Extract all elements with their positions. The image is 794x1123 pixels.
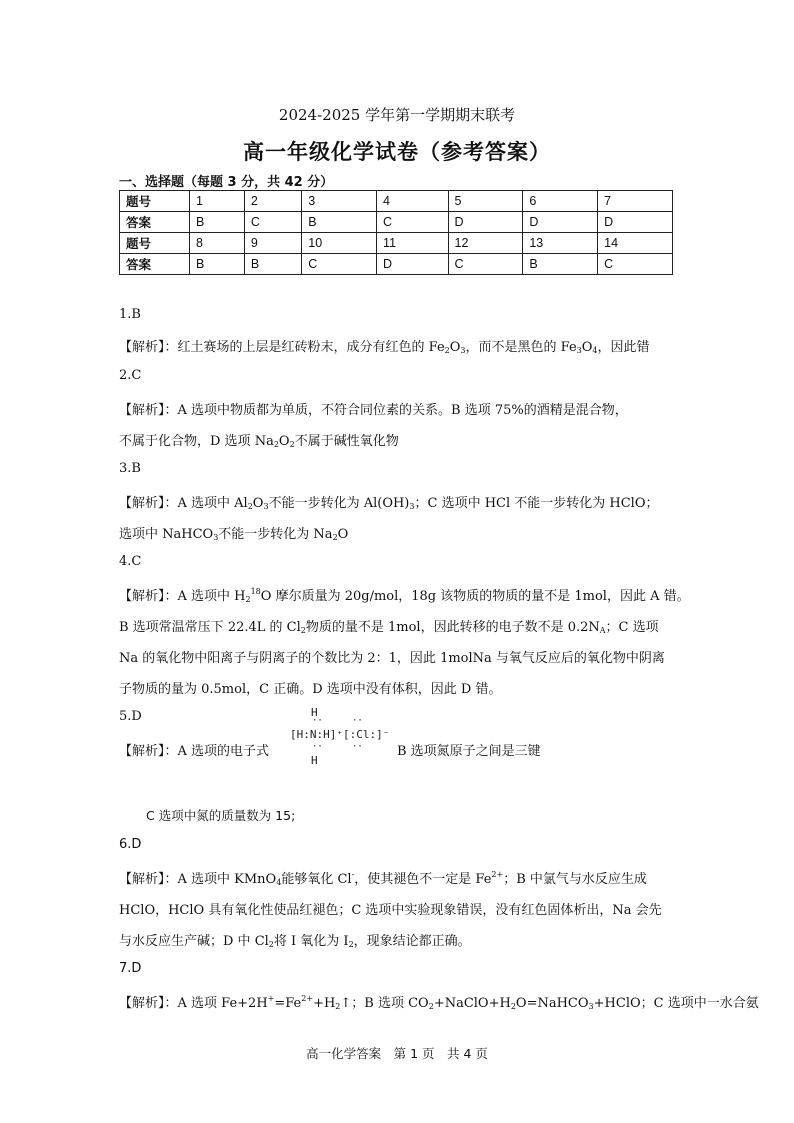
table-cell: C — [302, 254, 377, 275]
q6-explanation-line2: HClO，HClO 具有氧化性使品红褪色；C 选项中实验现象错误，没有红色固体析出，Na 会先 — [119, 903, 662, 918]
q5-explanation-b: B 选项氮原子之间是三键 — [397, 744, 541, 759]
table-cell: 10 — [302, 233, 377, 254]
lewis-top-dots: ·· — [312, 716, 323, 726]
table-cell: C — [244, 212, 301, 233]
table-cell: B — [244, 254, 301, 275]
q6-explanation-line1: 【解析】：A 选项中 KMnO$_4$能够氧化 Cl-，使其褪色不一定是 $Fe^{2+}$；B 中氯气与水反应生成 — [119, 870, 647, 887]
q7-answer: 7.D — [119, 961, 142, 976]
q3-answer: 3.B — [119, 461, 141, 476]
answer-table — [119, 190, 673, 275]
q1-answer: 1.B — [119, 307, 141, 322]
table-cell: C — [598, 254, 673, 275]
table-row-header: 题号 — [120, 191, 190, 212]
table-row — [120, 191, 673, 212]
electron-formula — [290, 706, 390, 772]
q6-explanation-line3: 与水反应生产碱；D 中 $Cl_2$将 I 氧化为 $I_2$，现象结论都正确。 — [119, 934, 471, 949]
q2-explanation-line2: 不属于化合物，D 选项 $Na_2O_2$不属于碱性氧化物 — [119, 434, 399, 449]
q3-explanation-line2: 选项中 NaHCO$_3$不能一步转化为 $Na_2O$ — [119, 527, 349, 542]
table-cell: C — [377, 212, 449, 233]
table-cell: 8 — [190, 233, 245, 254]
table-cell: B — [190, 254, 245, 275]
q1-explanation: 【解析】：红土赛场的上层是红砖粉末，成分有红色的 $Fe_2O_3$，而不是黑色的 $Fe_3O_4$，因此错 — [119, 340, 650, 355]
q4-explanation-line3: Na 的氧化物中阳离子与阴离子的个数比为 2：1，因此 1molNa 与氧气反应后的氧化物中阴离 — [119, 651, 665, 666]
table-row — [120, 233, 673, 254]
q5-answer: 5.D — [119, 709, 142, 724]
table-row — [120, 212, 673, 233]
table-cell: D — [598, 212, 673, 233]
table-cell: 6 — [523, 191, 598, 212]
q4-answer: 4.C — [119, 554, 142, 569]
table-row-header: 答案 — [120, 212, 190, 233]
table-cell: 3 — [302, 191, 377, 212]
table-cell: B — [302, 212, 377, 233]
section-title: 一、选择题（每题 3 分，共 42 分） — [119, 175, 334, 190]
lewis-top-h: H — [311, 706, 318, 719]
exam-title: 2024-2025 学年第一学期期末联考 — [278, 106, 516, 124]
table-cell: C — [448, 254, 523, 275]
table-cell: 13 — [523, 233, 598, 254]
table-cell: 12 — [448, 233, 523, 254]
q3-explanation-line1: 【解析】：A 选项中 $Al_2O_3$不能一步转化为 $Al(OH)_3$；C 选项中 HCl 不能一步转化为 HClO； — [119, 496, 659, 511]
q6-answer: 6.D — [119, 837, 142, 852]
page-footer: 高一化学答案 第 1 页 共 4 页 — [306, 1046, 488, 1061]
lewis-bottom-dots: ·· — [312, 742, 323, 752]
q7-explanation-line1: 【解析】：A 选项 $Fe+2H^+=Fe^{2+}+H_2↑$；B 选项 $CO_2+NaClO+H_2O=NaHCO_3+HClO$；C 选项中一水合氨 — [119, 994, 759, 1011]
table-cell: D — [377, 254, 449, 275]
table-cell: 4 — [377, 191, 449, 212]
table-cell: B — [190, 212, 245, 233]
table-cell: 2 — [244, 191, 301, 212]
q2-explanation-line1: 【解析】：A 选项中物质都为单质，不符合同位素的关系。B 选项 75%的酒精是混合物， — [119, 403, 628, 418]
q4-explanation-line2: B 选项常温常压下 22.4L 的 $Cl_2$物质的量不是 1mol，因此转移的电子数不是 $0.2N_A$；C 选项 — [119, 620, 659, 635]
analysis-label: 【解析】 — [119, 340, 165, 355]
table-cell: D — [448, 212, 523, 233]
lewis-cl-bottom-dots: ·· — [352, 742, 363, 752]
table-cell: D — [523, 212, 598, 233]
paper-title: 高一年级化学试卷（参考答案） — [243, 140, 551, 164]
table-cell: 11 — [377, 233, 449, 254]
table-cell: 7 — [598, 191, 673, 212]
q4-explanation-line4: 子物质的量为 0.5mol，C 正确。D 选项中没有体积，因此 D 错。 — [119, 682, 502, 697]
table-cell: 5 — [448, 191, 523, 212]
q5-explanation-a: 【解析】：A 选项的电子式 — [119, 744, 270, 759]
table-cell: 14 — [598, 233, 673, 254]
table-cell: 9 — [244, 233, 301, 254]
lewis-middle: [H:N:H]⁺[:Cl:]⁻ — [290, 728, 390, 741]
table-row-header: 题号 — [120, 233, 190, 254]
q2-answer: 2.C — [119, 368, 142, 383]
lewis-cl-top-dots: ·· — [352, 716, 363, 726]
table-cell: B — [523, 254, 598, 275]
table-row-header: 答案 — [120, 254, 190, 275]
q5-explanation-line2: C 选项中氮的质量数为 15; — [146, 808, 296, 823]
table-row — [120, 254, 673, 275]
lewis-bottom-h: H — [311, 754, 318, 767]
table-cell: 1 — [190, 191, 245, 212]
q4-explanation-line1: 【解析】：A 选项中 $H_2^{18}O$ 摩尔质量为 20g/mol，18g 该物质的物质的量不是 1mol，因此 A 错。 — [119, 587, 690, 604]
